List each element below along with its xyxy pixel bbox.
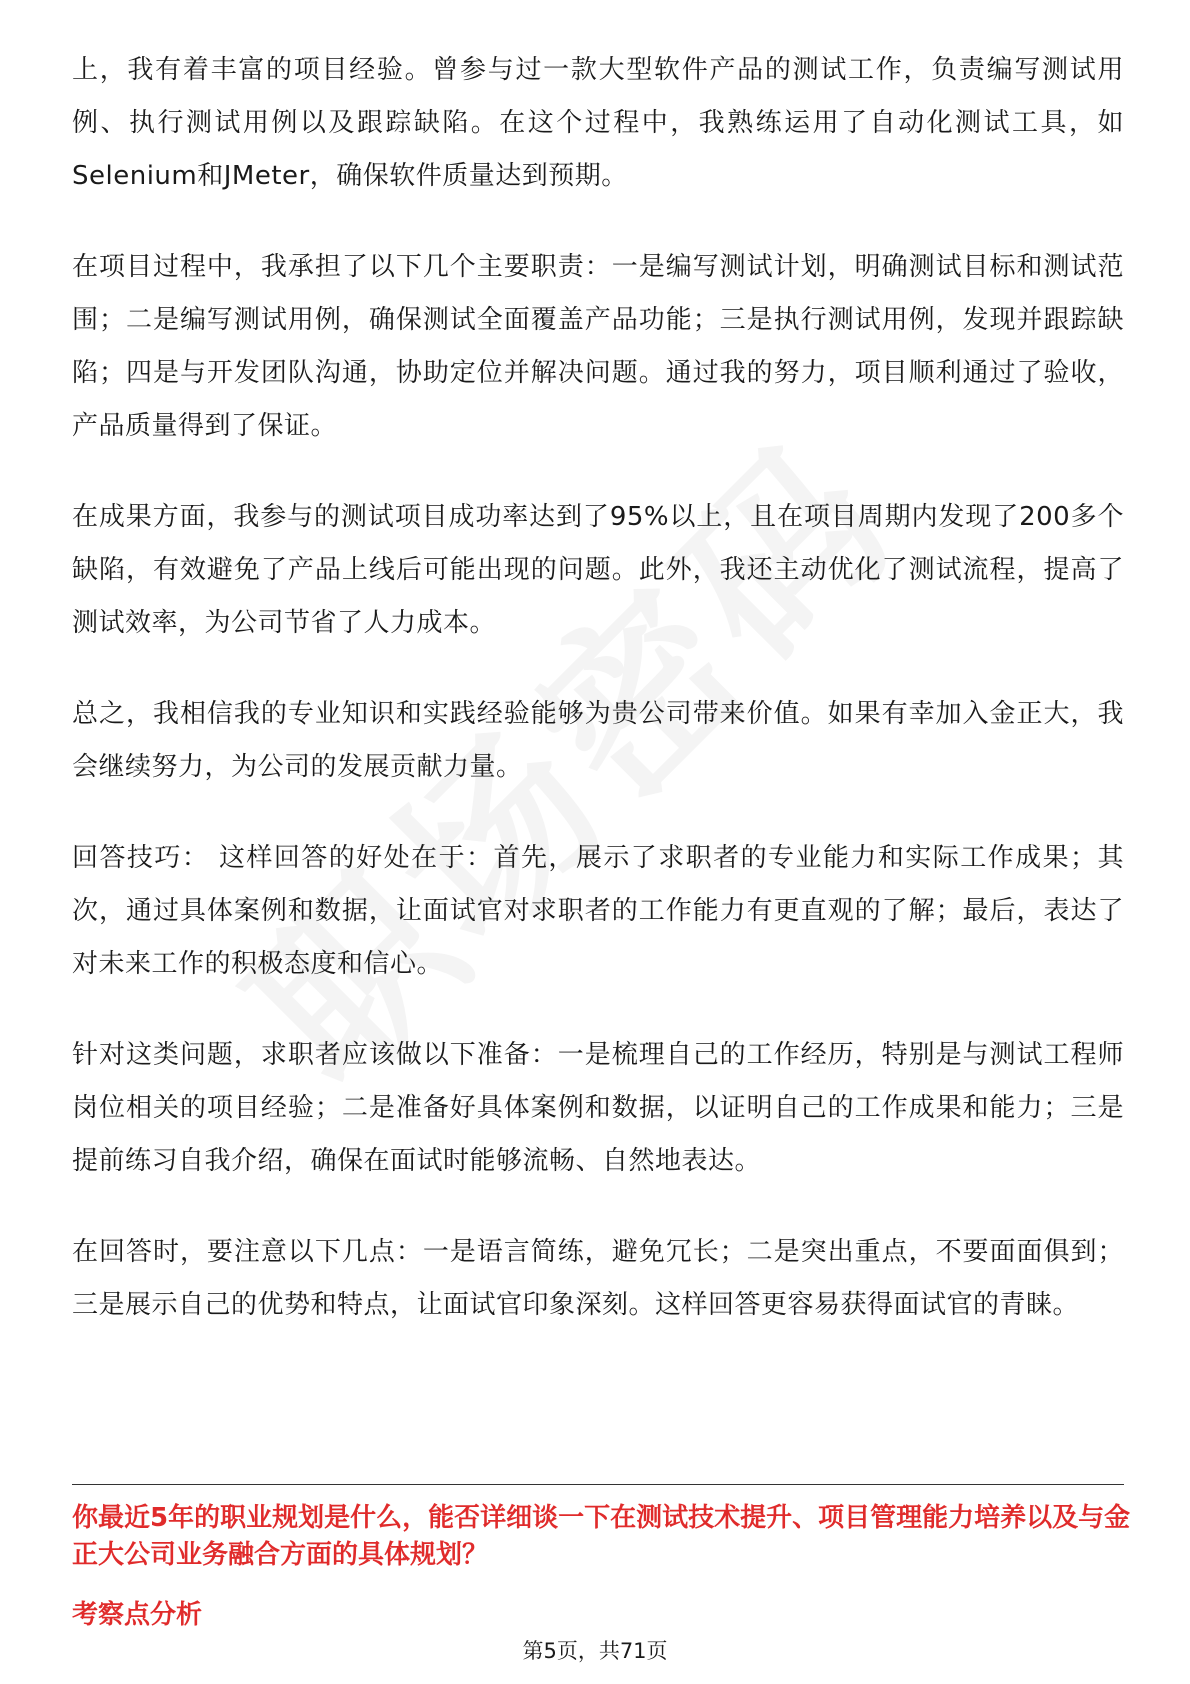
page-footer: 第5页，共71页: [522, 1639, 668, 1663]
paragraph-conclusion: 总之，我相信我的专业知识和实践经验能够为贵公司带来价值。如果有幸加入金正大，我会继续努力，为公司的发展贡献力量。: [72, 699, 1124, 782]
paragraph-achievements: 在成果方面，我参与的测试项目成功率达到了95%以上，且在项目周期内发现了200多个缺陷，有效避免了产品上线后可能出现的问题。此外，我还主动优化了测试流程，提高了测试效率，为公司节省了人力成本。: [72, 502, 1124, 638]
paragraph-preparation: 针对这类问题，求职者应该做以下准备：一是梳理自己的工作经历，特别是与测试工程师岗位相关的项目经验；二是准备好具体案例和数据，以证明自己的工作成果和能力；三是提前练习自我介绍，确保在面试时能够流畅、自然地表达。: [72, 1040, 1124, 1176]
section-label-analysis: 考察点分析: [72, 1600, 203, 1630]
interview-question: 你最近5年的职业规划是什么，能否详细谈一下在测试技术提升、项目管理能力培养以及与金正大公司业务融合方面的具体规划？: [72, 1503, 1131, 1570]
paragraph-attention-points: 在回答时，要注意以下几点：一是语言简练，避免冗长；二是突出重点，不要面面俱到；三是展示自己的优势和特点，让面试官印象深刻。这样回答更容易获得面试官的青睐。: [72, 1237, 1124, 1320]
section-divider: [72, 1484, 1124, 1485]
document-body: [72, 44, 1124, 1370]
paragraph-answer-tips: 回答技巧： 这样回答的好处在于：首先，展示了求职者的专业能力和实际工作成果；其次，通过具体案例和数据，让面试官对求职者的工作能力有更直观的了解；最后，表达了对未来工作的积极态度和信心。: [72, 843, 1124, 979]
paragraph-responsibilities: 在项目过程中，我承担了以下几个主要职责：一是编写测试计划，明确测试目标和测试范围；二是编写测试用例，确保测试全面覆盖产品功能；三是执行测试用例，发现并跟踪缺陷；四是与开发团队沟通，协助定位并解决问题。通过我的努力，项目顺利通过了验收，产品质量得到了保证。: [72, 252, 1124, 441]
paragraph-project-experience: 上，我有着丰富的项目经验。曾参与过一款大型软件产品的测试工作，负责编写测试用例、执行测试用例以及跟踪缺陷。在这个过程中，我熟练运用了自动化测试工具，如Selenium和JMeter，确保软件质量达到预期。: [72, 55, 1124, 191]
